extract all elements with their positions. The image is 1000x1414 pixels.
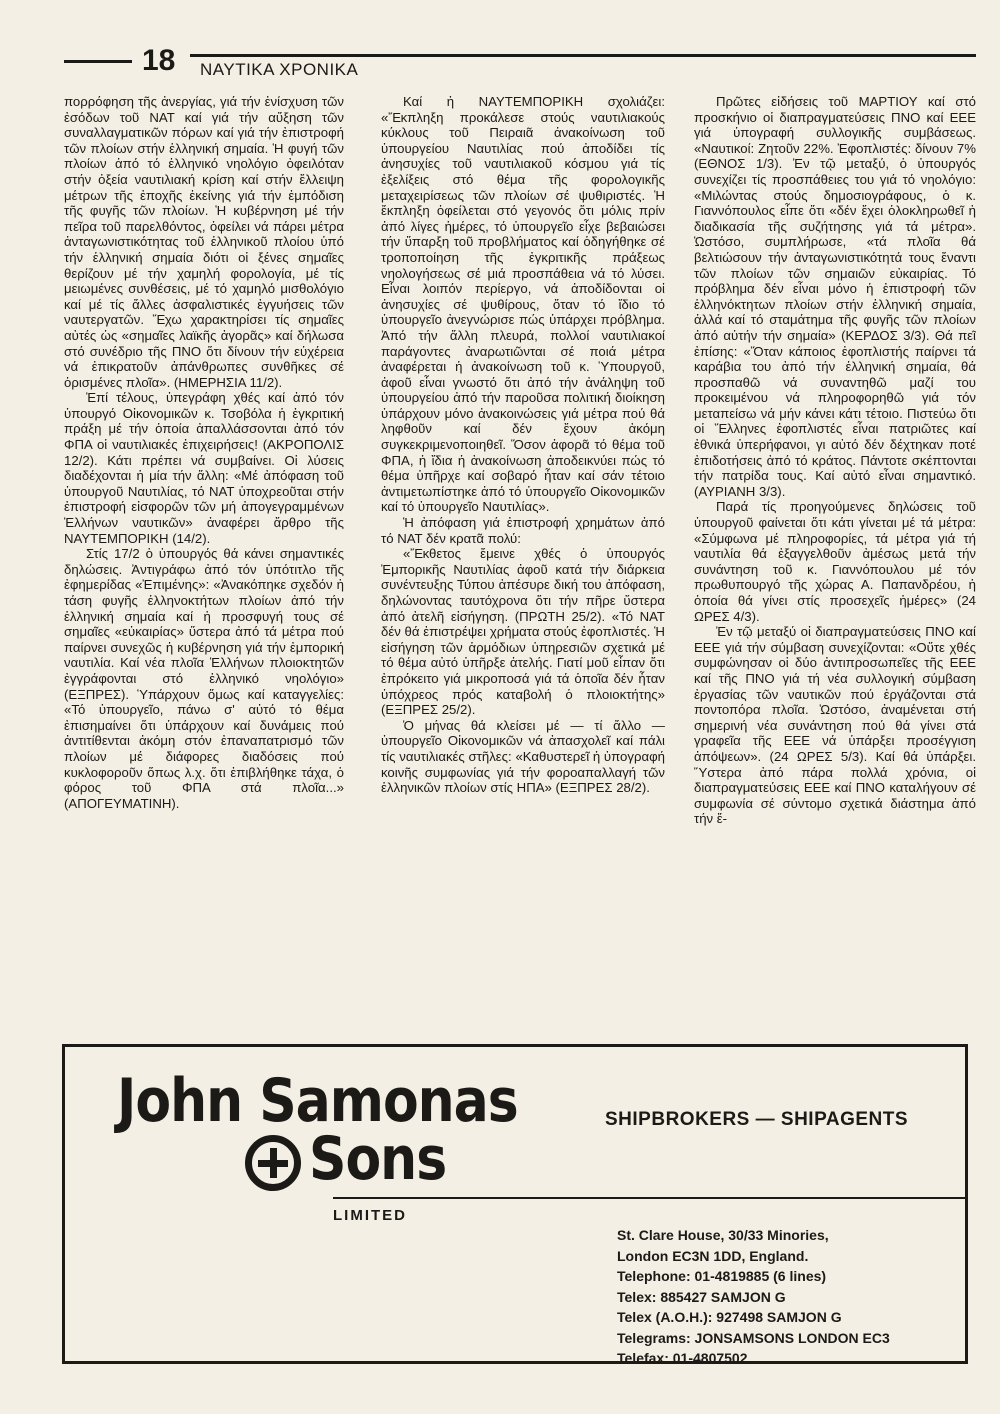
ad-company-name-sons: Sons <box>309 1124 447 1194</box>
ad-telegrams: Telegrams: JONSAMSONS LONDON EC3 <box>617 1329 890 1346</box>
ad-address-block <box>617 1225 890 1369</box>
page-header <box>64 44 976 84</box>
ad-address-line: London EC3N 1DD, England. <box>617 1247 809 1264</box>
ad-telex: Telex: 885427 SAMJON G <box>617 1288 786 1305</box>
page-number: 18 <box>142 44 176 77</box>
plus-circle-icon <box>245 1135 301 1191</box>
ad-telephone: Telephone: 01-4819885 (6 lines) <box>617 1268 827 1284</box>
article-column-3 <box>694 94 976 1039</box>
article-column-2 <box>381 94 665 1039</box>
article-column-1 <box>64 94 344 1039</box>
publication-title: ΝΑΥΤΙΚΑ ΧΡΟΝΙΚΑ <box>200 60 359 79</box>
paragraph: Πρῶτες εἰδήσεις τοῦ ΜΑΡΤΙΟΥ καί στό προσκήνιο οἱ διαπραγματεύσεις ΠΝΟ καί ΕΕΕ γιά ὑπογραφή συλλογικῆς συμβάσεως. «Ναυτικοί: Ζητοῦν 22%. Ἐφοπλιστές: δίνουν 7% (ΕΘΝΟΣ 1/3). Ἐν τῷ μεταξύ, ὁ ὑπουργός συνεχίζει τίς προσπάθειες του γιά τό νηολόγιο: «Μιλώντας στούς δημοσιογράφους, ὁ κ. Γιαννόπουλος εἶπε ὅτι «δέν ἔχει ὁλοκληρωθεῖ ἡ διαδικασία τῆς συζήτησης γιά τά μέτρα». Ὡστόσο, συμπλήρωσε, «τά πλοῖα θά βελτιώσουν τήν ἀνταγωνιστικότητά τους ἔναντι τῶν πλοίων τῶν σημαιῶν εὐκαιρίας. Τό πρόβλημα δέν εἶναι μόνο ἡ ἐπιστροφή τῶν ἑλληνόκτητων πλοίων στήν ἑλληνική σημαία, ἀλλά καί τό σταμάτημα τῆς φυγῆς τῶν πλοίων ἀπό αὐτήν τήν σημαία» (ΚΕΡΔΟΣ 3/3). Θά πεῖ ἐπίσης: «Ὅταν κάποιος ἐφοπλιστής παίρνει τά καράβια του ἀπό τήν ἑλληνική σημαία, θά προσπαθῶ νά συναντηθῶ μαζί του προκειμένου νά πληροφορηθῶ γιά τόν μεταπείσω νά μήν κάνει κάτι τέτοιο. Πιστεύω ὅτι οἱ Ἕλληνες ἐφοπλιστές εἶναι πατριῶτες καί ἐθνικά ὑπερήφανοι, γι αὐτό δέν δέχτηκαν ποτέ ἐπιδοτήσεις ἀπό τό κράτος. Πάντοτε σκέπτονται τήν πατρίδα τους. Καί αὐτό εἶναι σημαντικό. (ΑΥΡΙΑΝΗ 3/3). <box>694 94 976 499</box>
paragraph: Ἐπί τέλους, ὑπεγράφη χθές καί ἀπό τόν ὑπουργό Οἰκονομικῶν κ. Τσοβόλα ἡ ἐγκριτική πράξη μέ τήν ὁποία ἀπαλλάσσονται ἀπό τόν ΦΠΑ οἱ ναυτιλιακές ἐπιχειρήσεις! (ΑΚΡΟΠΟΛΙΣ 12/2). Κάτι πρέπει νά συμβαίνει. Οἱ λύσεις διαδέχονται ἡ μία τήν ἄλλη: «Μέ ἀπόφαση τοῦ ὑπουργοῦ Ναυτιλίας, τό ΝΑΤ ὑποχρεοῦται στήν ἐπιστροφή εἰσφορῶν τῶν μή ἀπογεγραμμένων Ἑλλήνων ναυτικῶν» ἀναφέρει ἄρθρο τῆς ΝΑΥΤΕΜΠΟΡΙΚΗ (14/2). <box>64 390 344 546</box>
header-rule-left <box>64 60 132 63</box>
article-body <box>64 94 976 1039</box>
header-rule-right <box>190 54 976 57</box>
paragraph: Ὁ μήνας θά κλείσει μέ — τί ἄλλο — ὑπουργεῖο Οἰκονομικῶν νά ἀπασχολεῖ καί πάλι τίς ναυτιλιακές στῆλες: «Καθυστερεῖ ἡ ὑπογραφή κοινῆς συμφωνίας γιά τήν φοροαπαλλαγή τῶν ἑλληνικῶν πλοίων στίς ΗΠΑ» (ΕΞΠΡΕΣ 28/2). <box>381 717 665 796</box>
ad-tagline: SHIPBROKERS — SHIPAGENTS <box>605 1109 909 1130</box>
paragraph: Στίς 17/2 ὁ ὑπουργός θά κάνει σημαντικές δηλώσεις. Ἀντιγράφω ἀπό τόν ὑπότιτλο τῆς ἐφημερίδας «Ἐπιμένης»: «Ἀνακόπηκε σχεδόν ἡ τάση φυγῆς ἑλληνοκτήτων πλοίων ἀπό τήν ἑλληνική σημαία καί ἡ προσφυγή τους σέ σημαῖες «εὐκαιρίας» ὕστερα ἀπό τά μέτρα πού παίρνει συνεχῶς ἡ κυβέρνηση γιά τήν ἐμπορική ναυτιλία. Καί νέα πλοῖα Ἑλλήνων πλοιοκτητῶν ἐγγράφονται στό ἑλληνικό νηολόγιο» (ΕΞΠΡΕΣ). Ὑπάρχουν ὅμως καί καταγγελίες: «Τό ὑπουργεῖο, πάνω σ' αὐτό τό θέμα ἐπισημαίνει ὅτι ὑπάρχουν καί δυνάμεις πού ἀντιτίθενται ἀκόμη στόν ἐπαναπατρισμό τῶν πλοίων μέ διάφορες διαδόσεις πού κυκλοφοροῦν ὅπως λ.χ. ὅτι ἐπιβλήθηκε τάχα, ὁ φόρος τοῦ ΦΠΑ στά πλοῖα...» (ΑΠΟΓΕΥΜΑΤΙΝΗ). <box>64 546 344 811</box>
ad-company-name: John Samonas <box>117 1066 518 1136</box>
ad-limited-label: LIMITED <box>333 1207 407 1224</box>
ad-telex-aoh: Telex (A.O.H.): 927498 SAMJON G <box>617 1309 842 1325</box>
ad-telefax: Telefax: 01-4807502 <box>617 1350 748 1366</box>
advertisement-box <box>62 1044 968 1364</box>
ad-address-line: St. Clare House, 30/33 Minories, <box>617 1227 829 1243</box>
paragraph: Ἐν τῷ μεταξύ οἱ διαπραγματεύσεις ΠΝΟ καί ΕΕΕ γιά τήν σύμβαση συνεχίζονται: «Οὔτε χθές συμφώνησαν οἱ δύο ἀντιπροσωπεῖες τῆς ΕΕΕ καί τῆς ΠΝΟ γιά τή νέα συλλογική σύμβαση ἐργασίας τῶν ναυτικῶν πού ἐργάζονται στά ποντοπόρα πλοῖα. Ὡστόσο, ἀναμένεται στή σημερινή νέα συνάντηση πού θά γίνει στά γραφεῖα τῆς ΕΕΕ νά ὑπάρξει προσέγγιση ἀπόψεων». (24 ΩΡΕΣ 5/3). Καί θά ὑπάρξει. Ὕστερα ἀπό πάρα πολλά χρόνια, οἱ διαπραγματεύσεις ΕΕΕ καί ΠΝΟ καταλήγουν σέ συμφωνία σέ σύντομο σχετικά διάστημα ἀπό τήν ἔ- <box>694 624 976 827</box>
paragraph: Καί ἡ ΝΑΥΤΕΜΠΟΡΙΚΗ σχολιάζει: «Ἔκπληξη προκάλεσε στούς ναυτιλιακούς κύκλους τοῦ Πειραιᾶ ἀνακοίνωση τοῦ ὑπουργείου Ναυτιλίας πού ἀποδίδει τίς ἀνησυχίες τοῦ ναυτιλιακοῦ κόσμου γιά τίς ἐξελίξεις στό θέμα τῆς φορολογικῆς μεταχειρίσεως τῶν πλοίων σέ ψυθιριστές. Ἡ ἔκπληξη ὀφείλεται στό γεγονός ὅτι μόλις πρίν ἀπό λίγες ἡμέρες, τό ὑπουργεῖο εἶχε βεβαιώσει τήν ὕπαρξη τοῦ προβλήματος καί ὁδηγήθηκε σέ τροποποίηση τῆς ἐγκριτικῆς πράξεως νηολογήσεως σέ μιά προσπάθεια νά τό λύσει. Εἶναι λοιπόν περίεργο, νά ἀποδίδονται οἱ ἀνησυχίες σέ ψυθίρους, ὅταν τό ἴδιο τό ὑπουργεῖο ἀνεγνώρισε πώς ὑπάρχει πρόβλημα. Ἀπό τήν ἄλλη πλευρά, πολλοί ναυτιλιακοί παράγοντες ἀναρωτιῶνται σέ ποιά μέτρα ἀναφέρεται ἡ ἀνακοίνωση τοῦ κ. Ὑπουργοῦ, ἀφοῦ εἶναι γνωστό ὅτι ἀπό τήν ἀνάληψη τοῦ ὑπουργείου ἀπό τήν παροῦσα πολιτική διοίκηση ὑπάρχουν μόνο ἀνακοινώσεις γιά μέτρα πού θά ληφθοῦν καί δέν ἔχουν ἀκόμη συγκεκριμενοποιηθεῖ. Ὅσον ἀφορᾶ τό θέμα τοῦ ΦΠΑ, ἡ ἴδια ἡ ἀνακοίνωση ἀποδεικνύει πώς τό θέμα ὑπῆρχε καί σοβαρό ἦταν καί σάν τέτοιο ἀντιμετωπίστηκε ἀπό τό ὑπουργεῖο Οἰκονομικῶν καί τό ὑπουργεῖο Ναυτιλίας». <box>381 94 665 515</box>
paragraph: πορρόφηση τῆς ἀνεργίας, γιά τήν ἐνίσχυση τῶν ἐσόδων τοῦ ΝΑΤ καί γιά τήν αὔξηση τῶν συναλλαγματικῶν πόρων καί γιά τήν ἐπιστροφή τῶν πλοίων στήν ἑλληνική σημαία. Ἡ φυγή τῶν πλοίων ἀπό τό ἑλληνικό νηολόγιο ὀφειλόταν στήν ὀξεία ναυτιλιακή κρίση καί στήν ἔλλειψη μέτρων τῆς ἐποχῆς ἐκείνης γιά τήν ἐμπόδιση τῆς φυγῆς τῶν πλοίων. Ἡ κυβέρνηση μέ τήν πεῖρα τοῦ παρελθόντος, ὀφείλει νά πάρει μέτρα ἀνταγωνιστικότητας τοῦ ἑλληνικοῦ πλοίου ὑπό τήν ἑλληνική σημαία διότι οἱ ξένες σημαῖες θερίζουν μέ τήν χαμηλή φορολογία, μέ τίς μειωμένες συνθέσεις, μέ τό χαμηλό μισθολόγιο καί μέ τίς ἄλλες ἀσφαλιστικές ἐγγυήσεις τῶν ναυτεργατῶν. Ἔχω χαρακτηρίσει τίς σημαῖες αὐτές ὡς «σημαῖες λαϊκῆς ἀγορᾶς» καί δήλωσα στό συνέδριο τῆς ΠΝΟ ὅτι δίνουν τήν εὐχέρεια νά ἐπικρατοῦν ἀπάνθρωπες συνθῆκες σέ ὁρισμένες πλοῖα». (ΗΜΕΡΗΣΙΑ 11/2). <box>64 94 344 390</box>
paragraph: «Ἔκθετος ἔμεινε χθές ὁ ὑπουργός Ἐμπορικῆς Ναυτιλίας ἀφοῦ κατά τήν διάρκεια συνέντευξης Τύπου ἀπέσυρε δική του ἀπόφαση, δηλώνοντας ταυτόχρονα ὅτι τήν πῆρε ὕστερα ἀπό ἀτελῆ εἰσήγηση. (ΠΡΩΤΗ 25/2). «Τό ΝΑΤ δέν θά ἐπιστρέψει χρήματα στούς ἐφοπλιστές. Ἡ εἰσήγηση τῶν ἁρμόδιων ὑπηρεσιῶν σχετικά μέ τό θέμα αὐτό ὑπῆρξε ἀτελής. Γιατί μοῦ εἶπαν ὅτι ἐπρόκειτο γιά μικροποσά γιά τά ὁποῖα δέν ἦταν ὑπόχρεος πρός καταβολή ὁ πλοιοκτήτης» (ΕΞΠΡΕΣ 25/2). <box>381 546 665 718</box>
ad-divider-long <box>333 1197 965 1199</box>
paragraph: Ἡ ἀπόφαση γιά ἐπιστροφή χρημάτων ἀπό τό ΝΑΤ δέν κρατᾶ πολύ: <box>381 515 665 546</box>
paragraph: Παρά τίς προηγούμενες δηλώσεις τοῦ ὑπουργοῦ φαίνεται ὅτι κάτι γίνεται μέ τά μέτρα: «Σύμφωνα μέ πληροφορίες, τά μέτρα γιά τή ναυτιλία θά ἐξαγγελθοῦν ἀμέσως μετά τήν συνάντηση τοῦ κ. Γιαννόπουλου μέ τόν πρωθυπουργό τῆς χώρας Α. Παπανδρέου, ἡ ὁποία θά γίνει στίς προσεχεῖς ἡμέρες» (24 ΩΡΕΣ 4/3). <box>694 499 976 624</box>
